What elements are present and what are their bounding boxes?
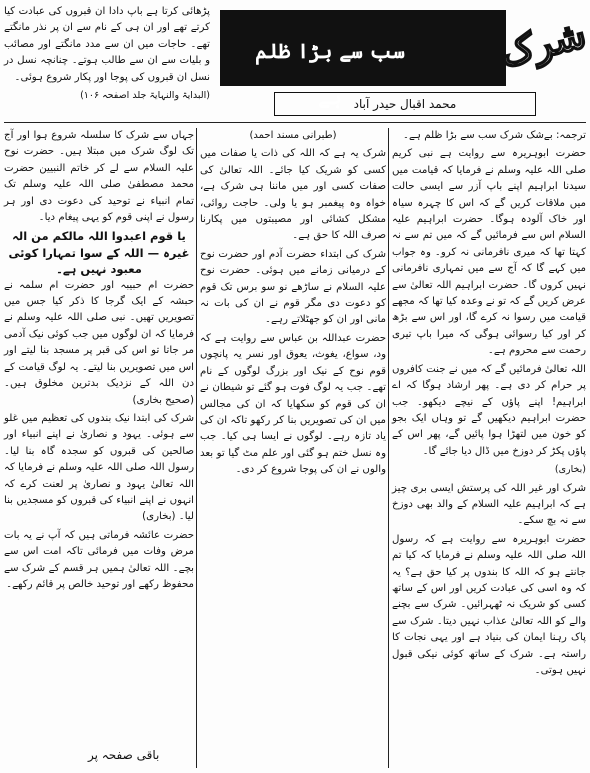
paragraph: پڑھائی کرتا ہے باپ دادا ان قبروں کی عبادت کیا کرتے تھے اور ان ہی کے نام سے ان پر نذر مانگتے تھے۔ حاجات میں ان سے مدد مانگتے اور مصائب و بلیات سے ان سے طالب ہوتے۔ چنانچہ نسل در نسل ان قبروں کی پوجا اور پکار شروع ہوئی۔ (4, 6, 210, 83)
paragraph: جہاں سے شرک کا سلسلہ شروع ہوا اور آج تک لوگ شرک میں مبتلا ہیں۔ حضرت نوح علیہ السلام سے لے کر خاتم النبیین حضرت محمد مصطفیٰ صلی اللہ علیہ وسلم تک تمام انبیاء نے توحید کی دعوت دی اور ہر رسول نے اپنی قوم کو یہی پیغام دیا۔ (4, 130, 194, 224)
paragraph: شرک یہ ہے کہ اللہ کی ذات یا صفات میں کسی کو شریک کیا جائے۔ اللہ تعالیٰ کی صفات کسی اور میں ماننا ہی شرک ہے، خواہ وہ پیغمبر ہو یا ولی۔ حاجت روائی، مشکل کشائی اور مصیبتوں میں پکارنا صرف اللہ کا حق ہے۔ (200, 148, 386, 242)
column-divider (196, 128, 197, 768)
paragraph: شرک کی ابتدا نیک بندوں کی تعظیم میں غلو سے ہوئی۔ یہود و نصاریٰ نے اپنے انبیاء اور صالحین کی قبروں کو سجدہ گاہ بنا لیا۔ رسول اللہ صلی اللہ علیہ وسلم نے فرمایا کہ اللہ تعالیٰ یہود و نصاریٰ پر لعنت کرے کہ انہوں نے اپنے انبیاء کی قبروں کو مسجدیں بنا لیا۔ (بخاری) (4, 412, 194, 523)
right-column (392, 128, 586, 681)
left-top-column (4, 4, 210, 106)
paragraph: شرک اور غیر اللہ کی پرستش ایسی بری چیز ہے کہ ابراہیم علیہ السلام کے والد بھی دوزخ سے نہ بچ سکے۔ (392, 482, 586, 527)
paragraph: شرک کی ابتداء حضرت آدم اور حضرت نوح کے درمیانی زمانے میں ہوئی۔ حضرت نوح علیہ السلام نے ساڑھے نو سو برس تک قوم کو دعوت دی مگر قوم نے ان کی بات نہ مانی اور ان کو جھٹلاتے رہے۔ (200, 248, 386, 326)
middle-column (200, 128, 386, 481)
paragraph: اللہ تعالیٰ فرمائیں گے کہ میں نے جنت کافروں پر حرام کر دی ہے۔ پھر ارشاد ہوگا کہ اے ابراہیم! اپنے پاؤں کے نیچے دیکھو۔ جب حضرت ابراہیم دیکھیں گے تو وہاں ایک بجو کو خون میں لتھڑا ہوا پائیں گے، پھر اس کے پاؤں پکڑ کر دوزخ میں ڈال دیا جائے گا۔ (392, 363, 586, 457)
article-banner (214, 6, 590, 118)
reference: (البدایۃ والنہایۃ جلد اصفحہ ۱۰۶) (80, 90, 210, 102)
paragraph: حضرت ابوہریرہ سے روایت ہے کہ رسول اللہ صلی اللہ علیہ وسلم نے فرمایا کہ کیا تم جانتے ہو کہ اللہ کا بندوں پر کیا حق ہے؟ یہ کہ وہ اسی کی عبادت کریں اور اس کے ساتھ کسی کو شریک نہ ٹھہرائیں۔ شرک سے بچنے والے کو اللہ تعالیٰ عذاب نہیں دیتا۔ شرک سے پاک رہنا ایمان کی بنیاد ہے اور یہی نجات کا راستہ ہے۔ شرک کے ساتھ کوئی نیکی قبول نہیں ہوتی۔ (392, 533, 586, 676)
paragraph: حضرت ابوہریرہ سے روایت ہے نبی کریم صلی اللہ علیہ وسلم نے فرمایا کہ قیامت میں سیدنا ابراہیم اپنے باپ آزر سے ایسی حالت میں ملاقات کریں گے کہ اس کا چہرہ سیاہ اور خاک آلودہ ہوگا۔ حضرت ابراہیم علیہ السلام اس سے فرمائیں گے کہ میں تم سے نہ کہتا تھا کہ میری نافرمانی نہ کرو۔ وہ جواب میں کہے گا کہ آج سے میں تمہاری نافرمانی نہیں کروں گا۔ حضرت ابراہیم اللہ تعالیٰ سے عرض کریں گے کہ تو نے وعدہ کیا تھا کہ مجھے قیامت میں رسوا نہ کرے گا، اور اس سے بڑھ کر اور کیا رسوائی ہوگی کہ میرا باپ تیری رحمت سے محروم ہے۔ (392, 148, 586, 357)
article-subheading: سب سے بڑا ظلم ہے (255, 39, 405, 109)
reference: (طبرانی مسند احمد) (249, 130, 337, 141)
continued-note: باقی صفحہ پر (88, 748, 160, 762)
author-byline: محمد اقبال حیدر آباد (274, 92, 536, 116)
horizontal-rule (4, 122, 586, 123)
quran-quote: یا قوم اعبدوا اللہ مالکم من الہ غیرہ — اللہ کے سوا تمہارا کوئی معبود نہیں ہے۔ (8, 229, 190, 277)
column-divider (388, 128, 389, 768)
logo-text: شرک (495, 10, 590, 76)
article-logo (495, 6, 590, 90)
reference: (بخاری) (554, 464, 586, 476)
paragraph: حضرت عبداللہ بن عباس سے روایت ہے کہ ود، سواع، یغوث، یعوق اور نسر یہ پانچوں قوم نوح کے نیک اور بزرگ لوگوں کے نام تھے۔ جب یہ لوگ فوت ہو گئے تو شیطان نے ان کی قوم کو سکھایا کہ ان کی مجالس میں ان کی تصویریں بنا کر رکھو تاکہ ان کی یاد تازہ رہے۔ لوگوں نے ایسا ہی کیا۔ جب وہ نسل ختم ہو گئی اور علم مٹ گیا تو بعد والوں نے ان کی پوجا شروع کر دی۔ (200, 332, 386, 476)
left-column (4, 128, 194, 595)
paragraph: ترجمہ: بےشک شرک سب سے بڑا ظلم ہے۔ (403, 130, 586, 141)
paragraph: حضرت ام حبیبہ اور حضرت ام سلمہ نے حبشہ کے ایک گرجا کا ذکر کیا جس میں تصویریں تھیں۔ نبی صلی اللہ علیہ وسلم نے فرمایا کہ ان لوگوں میں جب کوئی نیک آدمی مر جاتا تو اس کی قبر پر مسجد بنا لیتے اور اس میں تصویریں بنا لیتے۔ یہ لوگ قیامت کے دن اللہ کے نزدیک بدترین مخلوق ہیں۔ (صحیح بخاری) (4, 279, 194, 406)
paragraph: حضرت عائشہ فرماتی ہیں کہ آپ نے یہ بات مرض وفات میں فرمائی تاکہ امت اس سے بچے۔ اللہ تعالیٰ ہمیں ہر قسم کے شرک سے محفوظ رکھے اور توحید خالص پر قائم رکھے۔ (4, 529, 194, 590)
